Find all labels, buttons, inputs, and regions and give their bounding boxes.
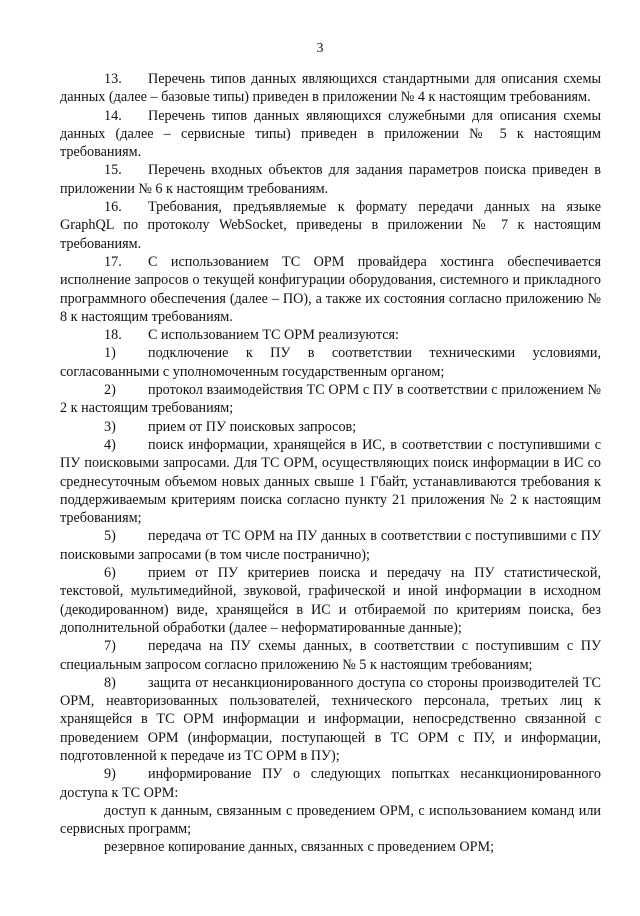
sub-item-2: резервное копирование данных, связанных с проведением ОРМ; [104, 839, 495, 856]
list-item-text: поиск информации, хранящейся в ИС, в соответствии с поступившими с ПУ поисковыми запросами. Для ТС ОРМ, осуществляющих поиск информации в ИС со среднесуточным объемом новых данных свыше 1 Гбайт, устанавливаются требования к поддерживаемым критериям поиска согласно пункту 21 приложения № 2 к настоящим требованиям; [60, 436, 601, 527]
paragraph-number: 13. [104, 71, 122, 87]
paragraph-14 [60, 107, 601, 162]
list-item-6 [60, 564, 601, 637]
paragraph-16 [60, 198, 601, 253]
paragraph-text: Перечень типов данных являющихся стандартными для описания схемы данных (далее – базовые типы) приведен в приложении № 4 к настоящим требованиям. [60, 71, 601, 106]
list-item-number: 3) [104, 418, 116, 435]
paragraph-number: 17. [104, 253, 122, 270]
list-item-number: 7) [104, 638, 116, 655]
list-item-number: 6) [104, 565, 116, 582]
list-item-9 [60, 765, 601, 802]
list-item-8 [60, 674, 601, 765]
list-item-number: 5) [104, 528, 116, 545]
paragraph-15 [60, 161, 601, 198]
page-number: 3 [316, 41, 324, 56]
list-item-text: передача на ПУ схемы данных, в соответствии с поступившим с ПУ специальным запросом согласно приложению № 5 к настоящим требованиям; [60, 638, 601, 673]
list-item-7 [60, 637, 601, 674]
list-item-text: протокол взаимодействия ТС ОРМ с ПУ в соответствии с приложением № 2 к настоящим требованиям; [60, 382, 601, 417]
paragraph-13 [60, 70, 601, 107]
list-item-text: подключение к ПУ в соответствии техническими условиями, согласованными с уполномоченным государственным органом; [60, 345, 601, 380]
list-item-number: 4) [104, 436, 116, 453]
paragraph-number: 16. [104, 199, 122, 216]
paragraph-number: 14. [104, 107, 122, 124]
list-item-3 [60, 418, 601, 436]
list-item-number: 2) [104, 382, 116, 399]
list-item-number: 1) [104, 345, 116, 362]
paragraph-text: Требования, предъявляемые к формату передачи данных на языке GraphQL по протоколу WebSocket, приведены в приложении № 7 к настоящим требованиям. [60, 199, 601, 252]
list-item-number: 9) [104, 766, 116, 783]
list-item-number: 8) [104, 674, 116, 691]
list-item-text: информирование ПУ о следующих попытках несанкционированного доступа к ТС ОРМ: [60, 766, 601, 801]
list-item-text: прием от ПУ критериев поиска и передачу на ПУ статистической, текстовой, мультимедийной, звуковой, графической и иной информации в исходном (декодированном) виде, хранящейся в ИС и отбираемой по критериям поиска, без дополнительной обработки (далее – неформатированные данные); [60, 565, 601, 636]
list-item-4 [60, 436, 601, 527]
sub-item-1: доступ к данным, связанным с проведением ОРМ, с использованием команд или сервисных программ; [60, 802, 601, 838]
paragraph-text: С использованием ТС ОРМ провайдера хостинга обеспечивается исполнение запросов о текущей конфигурации оборудования, системного и прикладного программного обеспечения (далее – ПО), а также их состояния согласно приложению № 8 к настоящим требованиям. [60, 253, 601, 325]
paragraph-number: 18. [104, 327, 122, 344]
document-body [60, 70, 601, 857]
list-item-text: защита от несанкционированного доступа со стороны производителей ТС ОРМ, неавторизованных пользователей, технического персонала, третьих лиц к хранящейся в ТС ОРМ информации и информации, непосредственно связанной с проведением ОРМ (информации, поступающей в ТС ОРМ с ПУ, и информации, подготовленной к передаче из ТС ОРМ в ПУ); [60, 674, 601, 764]
list-item-text: прием от ПУ поисковых запросов; [148, 418, 357, 435]
list-item-1 [60, 344, 601, 381]
list-item-5 [60, 527, 601, 564]
paragraph-text: Перечень входных объектов для задания параметров поиска приведен в приложении № 6 к настоящим требованиям. [60, 162, 601, 197]
paragraph-17 [60, 253, 601, 326]
paragraph-number: 15. [104, 162, 122, 179]
list-item-text: передача от ТС ОРМ на ПУ данных в соответствии с поступившими с ПУ поисковыми запросами (в том числе постранично); [60, 528, 601, 563]
list-item-2 [60, 381, 601, 418]
paragraph-text: С использованием ТС ОРМ реализуются: [148, 327, 399, 344]
paragraph-18 [60, 326, 601, 344]
paragraph-text: Перечень типов данных являющихся служебными для описания схемы данных (далее – сервисные типы) приведен в приложении № 5 к настоящим требованиям. [60, 107, 601, 161]
